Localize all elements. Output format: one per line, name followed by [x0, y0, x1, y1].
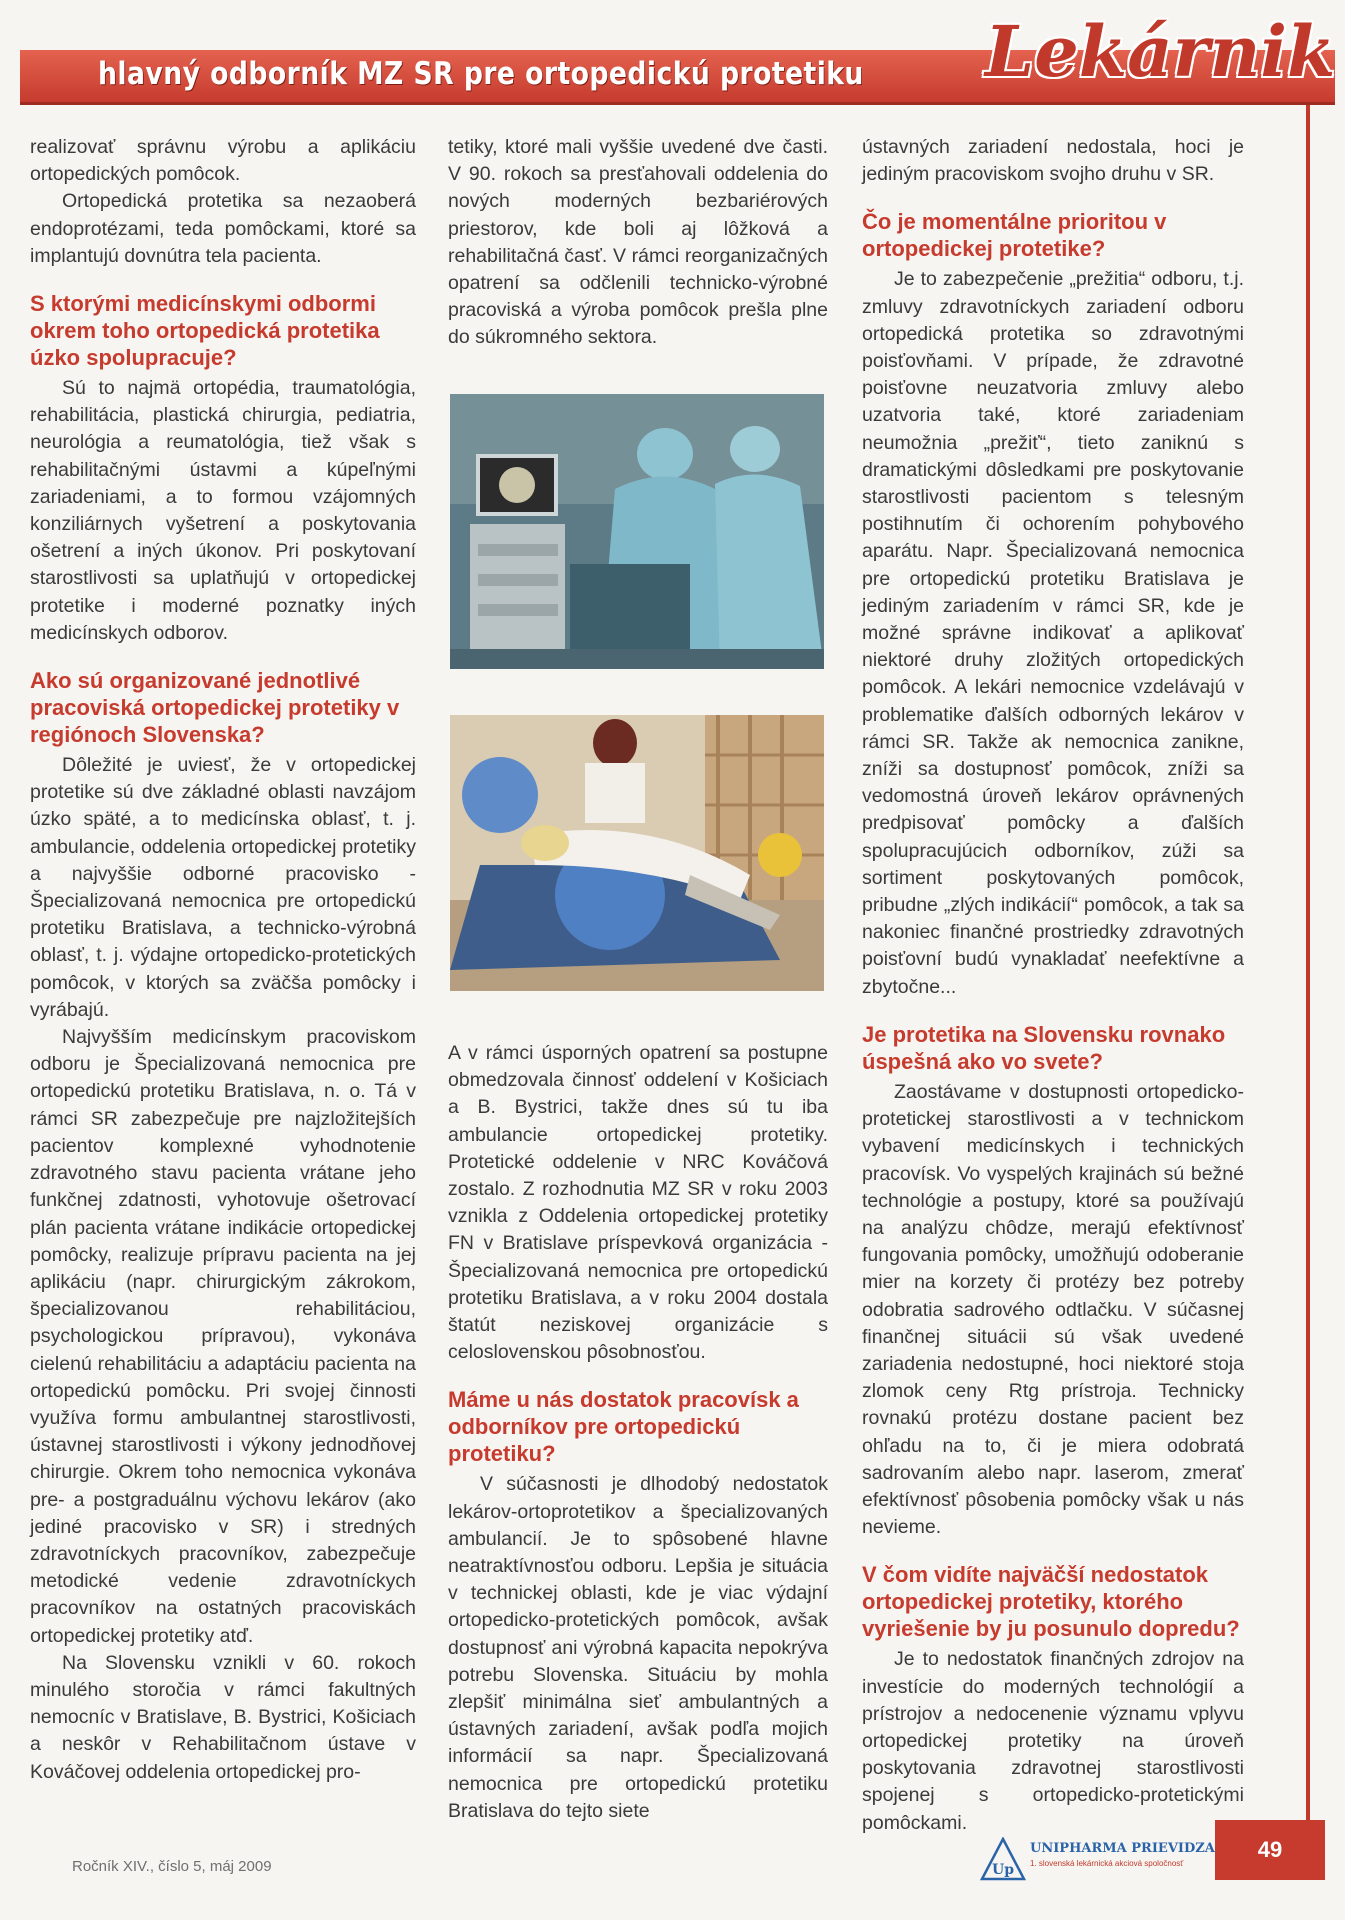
question-heading: Ako sú organizované jednotlivé pracoviská ortopedickej protetiky v regiónoch Slovenska? — [30, 668, 400, 748]
edge-rule — [1306, 105, 1310, 1875]
column-2-top — [448, 134, 828, 352]
question-heading: Čo je momentálne prioritou v ortopedickej protetike? — [862, 209, 1167, 262]
question-heading: Je protetika na Slovensku rovnako úspešná ako vo svete? — [862, 1021, 1226, 1074]
paragraph: Je to zabezpečenie „prežitia“ odboru, t.j. zmluvy zdravotníckych zariadení odboru ortopedická protetika so zdravotnými poisťovňami. V prípade, že zdravotné poisťovne neuzatvoria zmluvy alebo uzatvoria také, ktoré zariadeniam neumožnia „prežiť“, tieto zaniknú s dramatickými dôsledkami pre poskytovanie starostlivosti pacientom s telesným postihnutím či ochorením pohybového aparátu. Napr. Špecializovaná nemocnica pre ortopedickú protetiku Bratislava je jediným zariadením v rámci SR, kde je možné správne indikovať a aplikovať niektoré druhy zložitých ortopedických pomôcok. A lekári nemocnice vzdelávajú v problematike ďalších odborných lekárov v rámci SR. Takže ak nemocnica zanikne, zníži sa dostupnosť pomôcok, zníži sa vedomostná úroveň lekárov oprávnených predpisovať pomôcky a ďalších spolupracujúcich odborníkov, zúži sa sortiment poskytovaných pomôcok, pribudne „zlých indikácií“ pomôcok, a tak sa nakoniec finančné prostriedky zdravotných poisťovní budú vynakladať neefektívne a zbytočne... — [862, 268, 1244, 998]
sponsor-logo — [980, 1835, 1215, 1885]
issue-info: Ročník XIV., číslo 5, máj 2009 — [72, 1858, 272, 1875]
column-3 — [862, 134, 1244, 1837]
question-heading: Máme u nás dostatok pracovísk a odborníkov pre ortopedickú protetiku? — [448, 1387, 799, 1467]
magazine-logo: Lekárnik — [985, 10, 1336, 93]
paragraph: Sú to najmä ortopédia, traumatológia, rehabilitácia, plastická chirurgia, pediatria, neurológia a reumatológia, tiež však s rehabilitačnými ústavmi a kúpeľnými zariadeniami, a to formou vzájomných konziliárnych vyšetrení a poskytovania ošetrení a iných úkonov. Pri poskytovaní starostlivosti sa uplatňujú v ortopedickej protetike i moderné poznatky iných medicínskych odborov. — [30, 377, 416, 644]
paragraph: V súčasnosti je dlhodobý nedostatok lekárov-ortoprotetikov a špecializovaných ambulancií. Je to spôsobené hlavne neatraktívnosťou odboru. Lepšia je situácia v technickej oblasti, kde je viac výdajní ortopedicko-protetických pomôcok, avšak dostupnosť ani výrobná kapacita nepokrýva potrebu Slovenska. Situáciu by mohla zlepšiť minimálna sieť ambulantných a ústavných zariadení, avšak podľa mojich informácií sa napr. Špecializovaná nemocnica pre ortopedickú protetiku Bratislava do tejto siete — [448, 1473, 828, 1822]
question-heading: V čom vidíte najväčší nedostatok ortopedickej protetiky, ktorého vyriešenie by ju posunulo dopredu? — [862, 1562, 1240, 1642]
paragraph: Zaostávame v dostupnosti ortopedicko-protetickej starostlivosti a v technickom vybavení medicínskych i technických pracovísk. Vo vyspelých krajinách sú bežné technológie a postupy, ktoré sa používajú na analýzu chôdze, merajú efektívnosť fungovania pomôcky, umožňujú odoberanie mier na korzety či protézy bez potreby odobratia sadrového odtlačku. V súčasnej finančnej situácii sú však uvedené zariadenia nedostupné, hoci niektoré stoja zlomok ceny Rtg prístroja. Technicky rovnakú protézu dostane pacient bez ohľadu na to, či je miera odobratá sadrovaním alebo napr. laserom, zmerať efektívnosť pôsobenia pomôcky však u nás nevieme. — [862, 1080, 1244, 1539]
question-heading: S ktorými medicínskymi odbormi okrem toho ortopedická protetika úzko spolupracuje? — [30, 291, 380, 371]
paragraph: Na Slovensku vznikli v 60. rokoch minulého storočia v rámci fakultných nemocníc v Bratislave, B. Bystrici, Košiciach a neskôr v Rehabilitačnom ústave v Kováčovej oddelenia ortopedickej pro- — [30, 1651, 416, 1783]
rehabilitation-photo-art — [450, 715, 824, 991]
logo-mark: Up — [992, 1862, 1014, 1878]
page-number: 49 — [1215, 1820, 1325, 1880]
paragraph: ústavných zariadení nedostala, hoci je jediným pracoviskom svojho druhu v SR. — [862, 136, 1244, 186]
triangle-logo-icon — [980, 1837, 1026, 1883]
surgery-photo — [450, 394, 824, 669]
logo-tagline: 1. slovenská lekárnická akciová spoločnosť — [1030, 1859, 1184, 1868]
paragraph: tetiky, ktoré mali vyššie uvedené dve časti. V 90. rokoch sa presťahovali oddelenia do nových moderných bezbariérových priestorov, kde boli aj lôžková a rehabilitačná časť. V rámci reorganizačných opatrení sa odčlenili technicko-výrobné pracoviská a výroba pomôcok prešla plne do súkromného sektora. — [448, 136, 828, 349]
paragraph: Dôležité je uviesť, že v ortopedickej protetike sú dve základné oblasti navzájom úzko späté, a to medicínska oblasť, t. j. ambulancie, oddelenia ortopedickej protetiky a najvyššie odborné pracovisko - Špecializovaná nemocnica pre ortopedickú protetiku Bratislava, a technicko-výrobná oblasť, t. j. výdajne ortopedicko-protetických pomôcok, v ktorých sa zväčša pomôcky i vyrábajú. — [30, 754, 416, 1021]
paragraph: A v rámci úsporných opatrení sa postupne obmedzovala činnosť oddelení v Košiciach a B. Bystrici, takže dnes sú tu iba ambulancie ortopedickej protetiky. Protetické oddelenie v NRC Kováčová zostalo. Z rozhodnutia MZ SR v roku 2003 vznikla z Oddelenia ortopedickej protetiky FN v Bratislave príspevková organizácia - Špecializovaná nemocnica pre ortopedickú protetiku Bratislava, a v roku 2004 dostala štatút neziskovej organizácie s celoslovenskou pôsobnosťou. — [448, 1042, 828, 1364]
logo-name: UNIPHARMA PRIEVIDZA — [1030, 1841, 1215, 1856]
rehabilitation-photo — [450, 715, 824, 991]
column-2-bottom — [448, 1040, 828, 1825]
column-1 — [30, 134, 416, 1786]
section-title: hlavný odborník MZ SR pre ortopedickú protetiku — [98, 56, 864, 92]
paragraph: Ortopedická protetika sa nezaoberá endoprotézami, teda pomôckami, ktoré sa implantujú dovnútra tela pacienta. — [30, 190, 416, 267]
surgery-photo-art — [450, 394, 824, 669]
paragraph: Najvyšším medicínskym pracoviskom odboru je Špecializovaná nemocnica pre ortopedickú protetiku Bratislava, n. o. Tá v rámci SR zabezpečuje pre najzložitejších pacientov komplexné vyhodnotenie zdravotného stavu pacienta vrátane jeho funkčnej zdatnosti, vyhotovuje ošetrovací plán pacienta vrátane indikácie ortopedickej pomôcky, realizuje prípravu pacienta na jej aplikáciu (napr. chirurgickým zákrokom, špecializovanou rehabilitáciou, psychologickou prípravou), vykonáva cielenú rehabilitáciu a adaptáciu pacienta na ortopedickú pomôcku. Pri svojej činnosti využíva formu ambulantnej starostlivosti, ústavnej starostlivosti i výkony jednodňovej chirurgie. Okrem toho nemocnica vykonáva pre- a postgraduálnu výchovu lekárov (ako jediné pracovisko v SR) i stredných zdravotníckych pracovníkov, zabezpečuje metodické vedenie zdravotníckych pracovníkov na ostatných pracoviskách ortopedickej protetiky atď. — [30, 1026, 416, 1647]
paragraph: Je to nedostatok finančných zdrojov na investície do moderných technológií a prístrojov a nedocenenie významu vplyvu ortopedickej protetiky na úroveň poskytovania zdravotnej starostlivosti spojenej s ortopedicko-protetickými pomôckami. — [862, 1648, 1244, 1834]
paragraph: realizovať správnu výrobu a aplikáciu ortopedických pomôcok. — [30, 136, 416, 186]
